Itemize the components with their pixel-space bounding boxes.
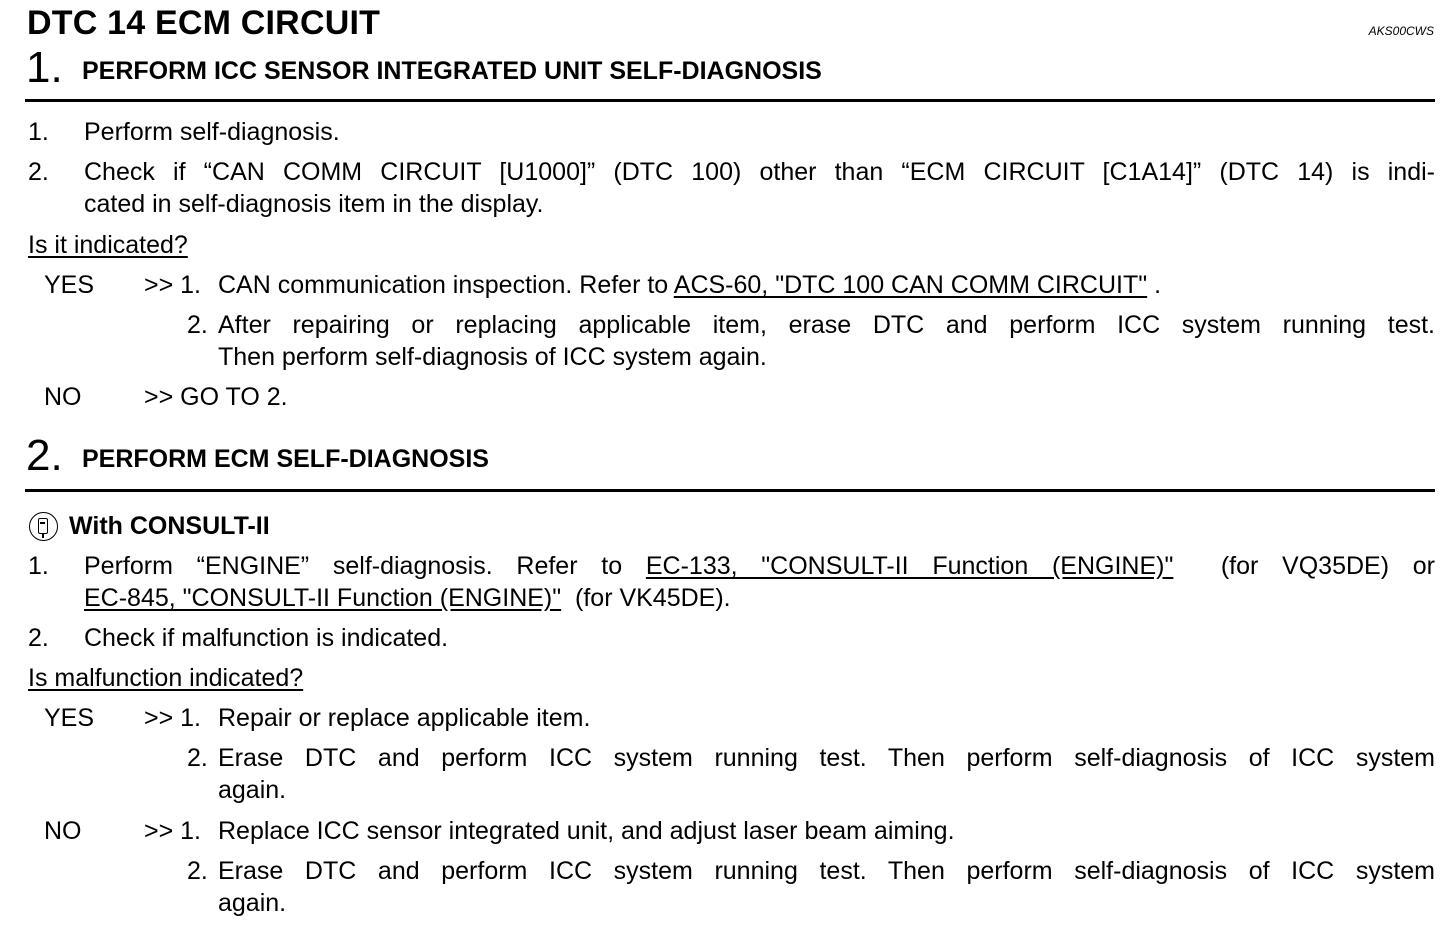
consult-tester-icon: [29, 512, 58, 541]
link-ec-845[interactable]: EC-845, "CONSULT-II Function (ENGINE)": [84, 584, 562, 612]
step-2-yes-action-1: Repair or replace applicable item.: [218, 704, 591, 732]
step-2-item-1-line-1: [84, 550, 1435, 582]
step-1-yes-action-1-marker: >> 1.: [144, 271, 201, 299]
step-2-no-action-1-marker: >> 1.: [144, 817, 201, 845]
step-2-yes-action-2-line-1: Erase DTC and perform ICC system running test. Then perform self-diagnosis of ICC system: [218, 744, 1435, 772]
link-acs-60[interactable]: ACS-60, "DTC 100 CAN COMM CIRCUIT": [673, 271, 1148, 299]
step-2-number: 2.: [26, 431, 63, 480]
step-2-no-action-2-line-1: Erase DTC and perform ICC system running test. Then perform self-diagnosis of ICC system: [218, 857, 1435, 885]
step-1-yes-action-2-line-1: After repairing or replacing applicable item, erase DTC and perform ICC system running test.: [218, 311, 1435, 339]
step-1-number: 1.: [26, 43, 63, 92]
step-2-yes-action-2-line-2: again.: [218, 776, 287, 804]
step-2-no-label: NO: [44, 817, 82, 845]
consult-ii-heading: With CONSULT-II: [69, 512, 270, 540]
page-title: DTC 14 ECM CIRCUIT: [27, 4, 381, 42]
step-1-no-label: NO: [44, 383, 82, 411]
step-2-yes-action-2-number: 2.: [187, 744, 208, 772]
step-2-no-action-2-number: 2.: [187, 857, 208, 885]
step-1-no-action: >> GO TO 2.: [144, 383, 288, 411]
step-2-item-1-number: 1.: [28, 552, 49, 580]
step-1-title: PERFORM ICC SENSOR INTEGRATED UNIT SELF-DIAGNOSIS: [82, 57, 822, 85]
step-2-question: Is malfunction indicated?: [28, 664, 304, 692]
step-2-divider: [25, 489, 1435, 492]
step-2-item-1-line-2: [84, 582, 731, 614]
step-2-title: PERFORM ECM SELF-DIAGNOSIS: [82, 445, 489, 473]
step-1-yes-action-2-line-2: Then perform self-diagnosis of ICC system again.: [218, 343, 767, 371]
step-2-no-action-2-line-2: again.: [218, 889, 287, 917]
step-1-item-1-text: Perform self-diagnosis.: [84, 118, 340, 146]
step-1-item-2-line-2: cated in self-diagnosis item in the display.: [84, 190, 544, 218]
step-2-item-1-mid-text: (for VQ35DE) or: [1173, 552, 1436, 580]
step-1-yes-action-1-text: CAN communication inspection. Refer to: [218, 271, 674, 299]
step-1-item-1-number: 1.: [28, 118, 49, 146]
step-2-no-action-1: Replace ICC sensor integrated unit, and adjust laser beam aiming.: [218, 817, 955, 845]
step-1-yes-action-1-end: .: [1147, 271, 1162, 299]
step-2-item-2-text: Check if malfunction is indicated.: [84, 624, 449, 652]
step-1-divider: [25, 99, 1435, 102]
step-1-item-2-number: 2.: [28, 158, 49, 186]
step-2-item-1-text: Perform “ENGINE” self-diagnosis. Refer to: [84, 552, 646, 580]
document-code: AKS00CWS: [1368, 24, 1434, 38]
step-2-yes-label: YES: [44, 704, 95, 732]
step-1-item-2-line-1: Check if “CAN COMM CIRCUIT [U1000]” (DTC 100) other than “ECM CIRCUIT [C1A14]” (DTC 14) is indi-: [84, 158, 1435, 186]
step-2-yes-action-1-marker: >> 1.: [144, 704, 201, 732]
step-1-yes-action-1: [218, 269, 1161, 301]
step-1-yes-label: YES: [44, 271, 95, 299]
step-2-item-1-end-text: (for VK45DE).: [561, 584, 731, 612]
step-1-question: Is it indicated?: [28, 231, 188, 259]
step-2-item-2-number: 2.: [28, 624, 49, 652]
link-ec-133[interactable]: EC-133, "CONSULT-II Function (ENGINE)": [645, 552, 1174, 580]
step-1-yes-action-2-number: 2.: [187, 311, 208, 339]
